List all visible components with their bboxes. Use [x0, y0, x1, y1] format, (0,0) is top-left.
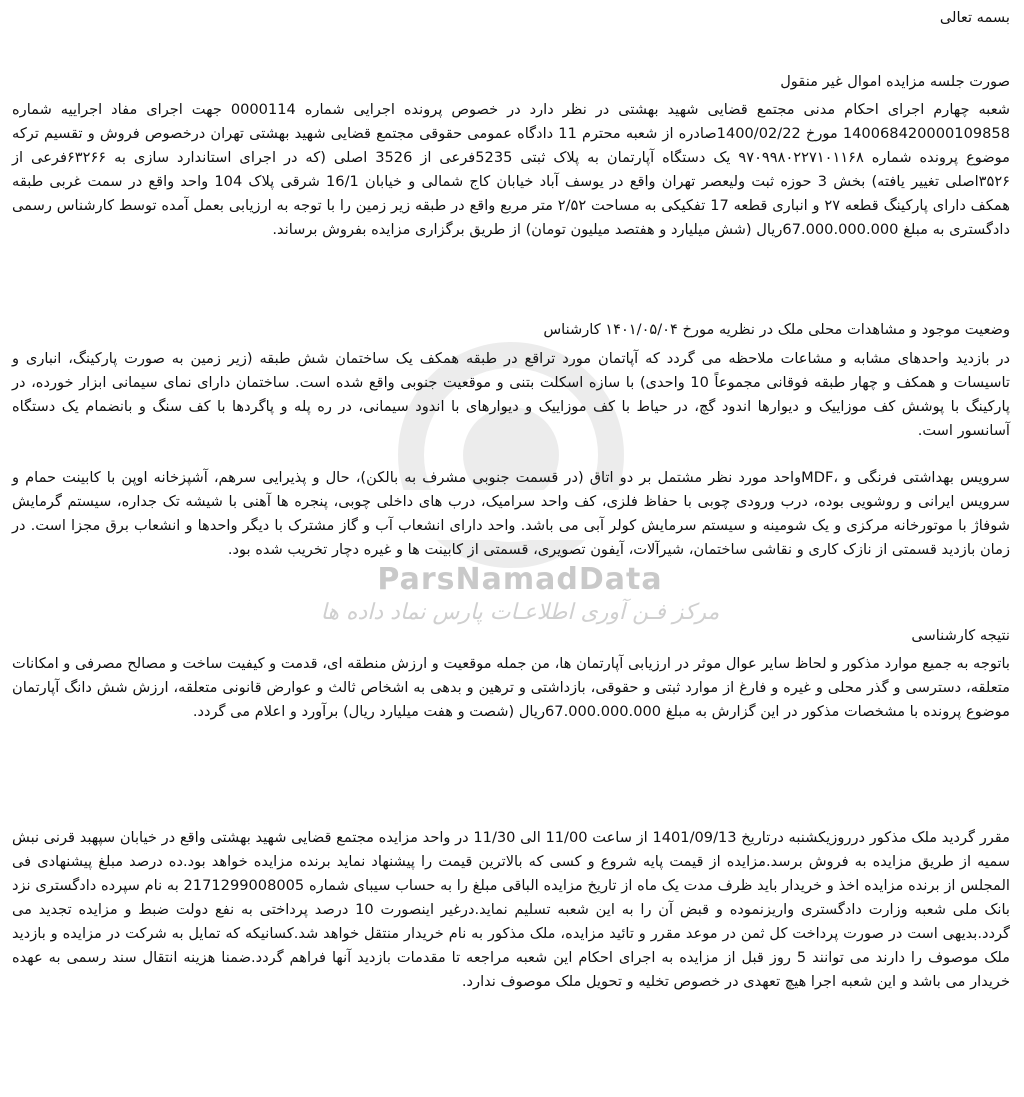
observations-paragraph-1: در بازدید واحدهای مشابه و مشاعات ملاحظه می گردد که آپاتمان مورد تراقع در طبقه همکف یک ساختمان شش طبقه (زیر زمین به صورت پارکینگ، انباری و تاسیسات و همکف و چهار طبقه فوقانی مجموعاً 10 واحدی) با سازه اسکلت بتنی و موقعیت جنوبی واقع شده است. ساختمان دارای نمای سیمانی ابزار خورده، در پارکینگ با پوشش کف موزاییک و دیوارها اندود گچ، در حیاط با کف موزاییک و دیوارهای با اندود سیمانی، در ره پله و پاگردها با کف سنگ و بانضمام یک دستگاه آسانسور است. — [12, 350, 1010, 439]
section-heading-conclusion: نتیجه کارشناسی — [911, 627, 1010, 644]
auction-terms-paragraph: مقرر گردید ملک مذکور درروزیکشنبه درتاریخ 1401/09/13 از ساعت 11/00 الی 11/30 در واحد مزایده مجتمع قضایی شهید بهشتی واقع در خیابان سپهبد قرنی نبش سمیه از طریق مزایده به فروش برسد.مزایده از قیمت پایه شروع و کسی که بالاترین قیمت را پیشنهاد نماید برنده مزایده خواهد بود.ده درصد مبلغ پیشنهادی فی المجلس از برنده مزایده اخذ و خریدار باید ظرف مدت یک ماه از تاریخ مزایده الباقی مبلغ را به حساب سیبای شماره 2171299008005 به نام سپرده دادگستری نزد بانک ملی شعبه وزارت دادگستری واریزنموده و قبض آن را به این شعبه تسلیم نماید.درغیر اینصورت 10 درصد پرداختی به نفع دولت ضبط و مزایده تجدید می گردد.بدیهی است در صورت پرداخت کل ثمن در موعد مقرر و تائید مزایده، ملک مذکور به نام خریدار منتقل خواهد شد.کسانیکه که تمایل به شرکت در مزایده و بازدید ملک موصوف را دارند می توانند 5 روز قبل از مزایده به اجرای احکام این شعبه مراجعه تا مقدمات بازدید آنها فراهم گردد.ضمنا هزینه انتقال سند رسمی به عهده خریدار می باشد و این شعبه اجرا هیچ تعهدی در خصوص تخلیه و تحویل ملک موصوف ندارد. — [12, 829, 1010, 990]
conclusion-paragraph: باتوجه به جمیع موارد مذکور و لحاظ سایر عوال موثر در ارزیابی آپارتمان ها، من جمله موقعیت و ارزش منطقه ای، قدمت و کیفیت ساخت و مصالح مصرفی و امکانات متعلقه، دسترسی و گذر محلی و غیره و فارغ از موارد ثبتی و حقوقی، بازداشتی و ترهین و بدهی به اشخاص ثالث و عوارض قانونی متعلقه، ارزش شش دانگ آپارتمان موضوع پرونده با مشخصات مذکور در این گزارش به مبلغ 67.000.000.000ریال (شصت و هفت میلیارد ریال) برآورد و اعلام می گردد. — [12, 655, 1010, 720]
document-title: صورت جلسه مزایده اموال غیر منقول — [780, 73, 1010, 90]
observations-paragraph-2: سرویس بهداشتی فرنگی و ،MDFواحد مورد نظر مشتمل بر دو اتاق (در قسمت جنوبی مشرف به بالکن)، حال و پذیرایی سرهم، آشپزخانه اوپن با کابینت حمام و سرویس ایرانی و روشویی بوده، درب ورودی چوبی با حفاظ فلزی، کف واحد سرامیک، درب های داخلی چوبی، پنجره ها آهنی با شیشه تک جداره، سیستم گرمایش شوفاژ با موتورخانه مرکزی و یک شومینه و سیستم سرمایش کولر آبی می باشد. واحد دارای انشعاب آب و گاز مشترک با دیگر واحدها و انشعاب برق مجزا است. در زمان بازدید قسمتی از نازک کاری و نقاشی ساختمان، شیرآلات، آیفون تصویری، قسمتی از کابینت ها و غیره دچار تخریب شده بود. — [12, 469, 1010, 558]
watermark-brand: ParsNamadData — [377, 562, 663, 597]
basmala: بسمه تعالی — [939, 9, 1010, 26]
intro-paragraph: شعبه چهارم اجرای احکام مدنی مجتمع قضایی شهید بهشتی در نظر دارد در خصوص پرونده اجرایی شماره 0000114 جهت اجرای مفاد اجراییه شماره 140068420000109858 مورخ 1400/02/22صادره از شعبه محترم 11 دادگاه عمومی حقوقی مجتمع قضایی شهید بهشتی تهران درخصوص فروش و تقسیم ترکه موضوع پرونده شماره ۹۷۰۹۹۸۰۲۲۷۱۰۱۱۶۸ یک دستگاه آپارتمان به پلاک ثبتی 5235فرعی از 3526 اصلی (که در اجرای استاندارد سازی به ۶۳۲۶۶فرعی از ۳۵۲۶اصلی تغییر یافته) بخش 3 حوزه ثبت ولیعصر تهران واقع در یوسف آباد خیابان کاج شمالی و خیابان 16/1 شرقی پلاک 104 واحد واقع در سمت غربی طبقه همکف دارای پارکینگ قطعه ۲۷ و انباری قطعه 17 تفکیکی به مساحت ۲/۵۲ متر مربع واقع در طبقه زیر زمین را با توجه به ارزیابی بعمل آمده توسط کارشناس رسمی دادگستری به مبلغ 67.000.000.000ریال (شش میلیارد و هفتصد میلیون تومان) از طریق برگزاری مزایده بفروش برساند. — [12, 101, 1011, 238]
watermark-subtitle: مرکز فـن آوری اطلاعـات پارس نماد داده ها — [320, 600, 720, 625]
section-heading-observations: وضعیت موجود و مشاهدات محلی ملک در نظریه مورخ ۱۴۰۱/۰۵/۰۴ کارشناس — [543, 321, 1010, 338]
